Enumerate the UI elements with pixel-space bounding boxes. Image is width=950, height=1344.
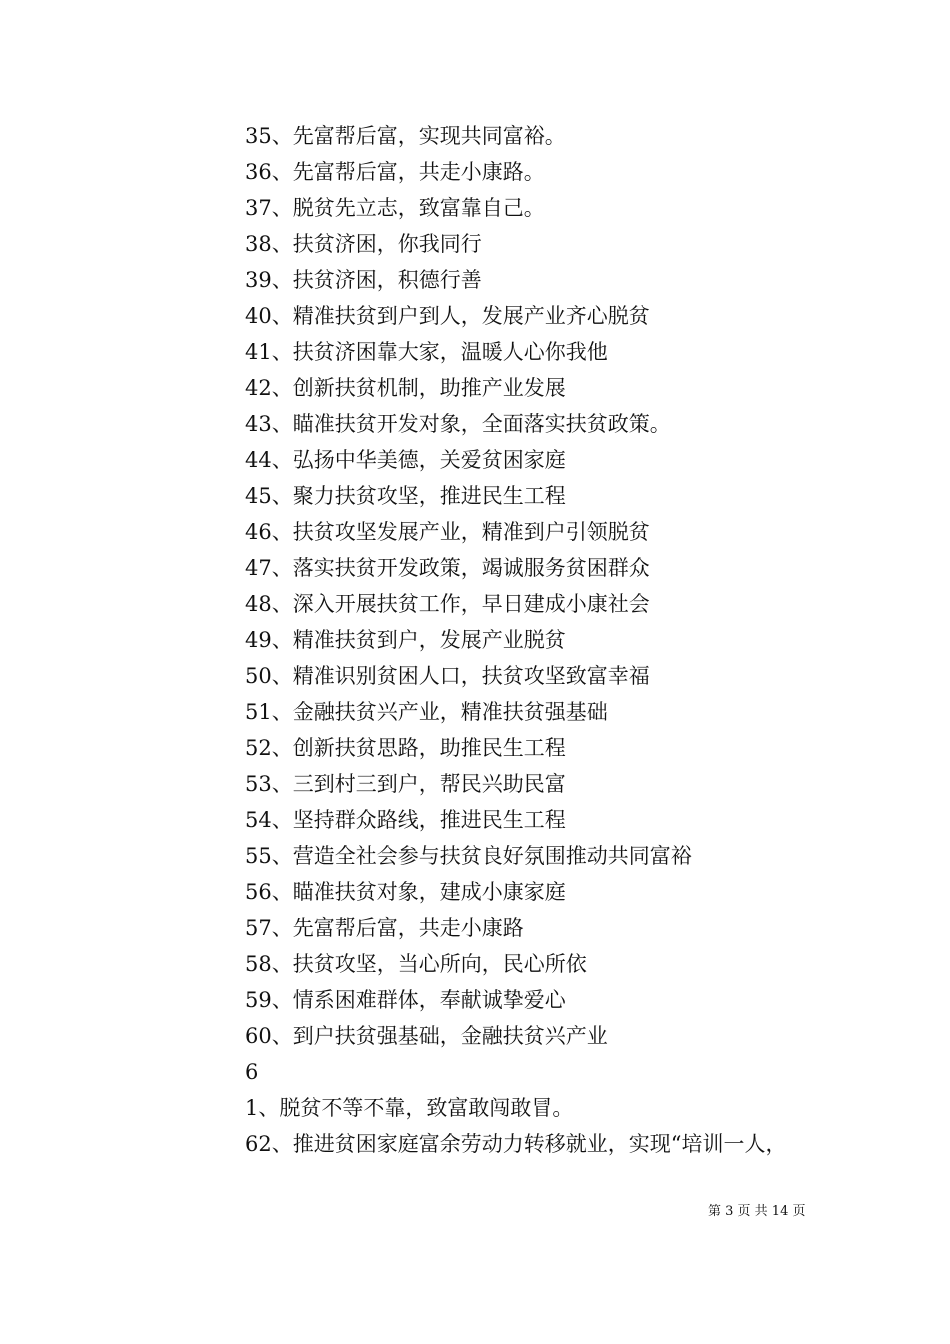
list-item: 43、瞄准扶贫开发对象，全面落实扶贫政策。	[245, 412, 671, 436]
list-item: 52、创新扶贫思路，助推民生工程	[245, 736, 566, 760]
list-item: 45、聚力扶贫攻坚，推进民生工程	[245, 484, 566, 508]
list-item: 58、扶贫攻坚，当心所向，民心所依	[245, 952, 587, 976]
list-item: 41、扶贫济困靠大家，温暖人心你我他	[245, 340, 608, 364]
list-item: 47、落实扶贫开发政策，竭诚服务贫困群众	[245, 556, 650, 580]
list-item: 46、扶贫攻坚发展产业，精准到户引领脱贫	[245, 520, 650, 544]
list-item: 40、精准扶贫到户到人，发展产业齐心脱贫	[245, 304, 650, 328]
list-item: 42、创新扶贫机制，助推产业发展	[245, 376, 566, 400]
list-item: 56、瞄准扶贫对象，建成小康家庭	[245, 880, 566, 904]
list-item: 51、金融扶贫兴产业，精准扶贫强基础	[245, 700, 608, 724]
list-item: 55、营造全社会参与扶贫良好氛围推动共同富裕	[245, 844, 692, 868]
list-item: 62、推进贫困家庭富余劳动力转移就业，实现“培训一人，	[245, 1132, 787, 1156]
list-item: 57、先富帮后富，共走小康路	[245, 916, 524, 940]
list-item: 49、精准扶贫到户，发展产业脱贫	[245, 628, 566, 652]
page-number-footer: 第 3 页 共 14 页	[708, 1204, 806, 1219]
list-item: 36、先富帮后富，共走小康路。	[245, 160, 545, 184]
list-item: 38、扶贫济困，你我同行	[245, 232, 482, 256]
list-item: 35、先富帮后富，实现共同富裕。	[245, 124, 566, 148]
list-item: 60、到户扶贫强基础，金融扶贫兴产业	[245, 1024, 608, 1048]
list-item: 39、扶贫济困，积德行善	[245, 268, 482, 292]
list-item: 53、三到村三到户，帮民兴助民富	[245, 772, 566, 796]
list-item: 6	[245, 1060, 259, 1084]
list-item: 37、脱贫先立志，致富靠自己。	[245, 196, 545, 220]
list-item: 59、情系困难群体，奉献诚挚爱心	[245, 988, 566, 1012]
list-item: 1、脱贫不等不靠，致富敢闯敢冒。	[245, 1096, 574, 1120]
list-item: 48、深入开展扶贫工作，早日建成小康社会	[245, 592, 650, 616]
list-item: 50、精准识别贫困人口，扶贫攻坚致富幸福	[245, 664, 650, 688]
list-item: 54、坚持群众路线，推进民生工程	[245, 808, 566, 832]
list-item: 44、弘扬中华美德，关爱贫困家庭	[245, 448, 566, 472]
slogan-list	[245, 118, 885, 1162]
